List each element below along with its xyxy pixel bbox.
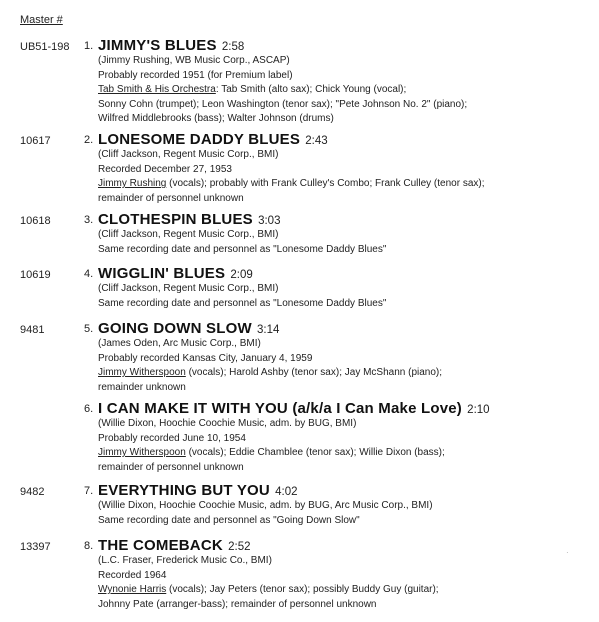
- detail-line: Recorded 1964: [98, 569, 167, 581]
- track-number: 7.: [84, 485, 94, 497]
- track-details: [98, 499, 433, 528]
- track-title: EVERYTHING BUT YOU: [98, 482, 270, 499]
- track-details: [98, 54, 467, 127]
- track-details: [98, 417, 445, 475]
- track-duration: 2:10: [463, 404, 490, 416]
- master-number: 9482: [20, 486, 45, 498]
- detail-line: remainder of personnel unknown: [98, 461, 244, 473]
- detail-line: (Willie Dixon, Hoochie Coochie Music, adm. by BUG, BMI): [98, 418, 357, 429]
- personnel-line: [98, 177, 484, 192]
- master-number: 10618: [20, 215, 51, 227]
- track-title: CLOTHESPIN BLUES: [98, 211, 253, 228]
- detail-line: remainder unknown: [98, 381, 186, 393]
- personnel-line: [98, 366, 442, 381]
- track-title: THE COMEBACK: [98, 537, 223, 554]
- detail-line: (Cliff Jackson, Regent Music Corp., BMI): [98, 283, 279, 294]
- track-details: [98, 282, 386, 311]
- master-number: 10617: [20, 135, 51, 147]
- detail-line: Probably recorded 1951 (for Premium label): [98, 69, 293, 81]
- track-title: JIMMY'S BLUES: [98, 37, 217, 54]
- detail-line: Wilfred Middlebrooks (bass); Walter Johnson (drums): [98, 113, 334, 124]
- artist-name: Jimmy Witherspoon: [98, 367, 186, 378]
- title-line: [98, 37, 244, 55]
- artist-name: Tab Smith & His Orchestra: [98, 84, 216, 95]
- scan-mark: ·: [566, 548, 569, 557]
- personnel-text: (vocals); Harold Ashby (tenor sax); Jay McShann (piano);: [185, 367, 443, 378]
- artist-name: Jimmy Rushing: [98, 178, 167, 189]
- personnel-text: (vocals); Eddie Chamblee (tenor sax); Willie Dixon (bass);: [185, 447, 445, 458]
- detail-line: (Willie Dixon, Hoochie Coochie Music, adm. by BUG, Arc Music Corp., BMI): [98, 500, 433, 511]
- track-duration: 2:58: [218, 41, 245, 53]
- track-duration: 4:02: [271, 486, 298, 498]
- title-line: [98, 482, 298, 500]
- track-number: 1.: [84, 40, 94, 52]
- detail-line: Sonny Cohn (trumpet); Leon Washington (tenor sax); "Pete Johnson No. 2" (piano);: [98, 98, 468, 110]
- track-title: LONESOME DADDY BLUES: [98, 131, 301, 148]
- detail-line: Same recording date and personnel as "Lonesome Daddy Blues": [98, 297, 387, 309]
- master-number: 9481: [20, 324, 45, 336]
- detail-line: (James Oden, Arc Music Corp., BMI): [98, 338, 261, 349]
- track-number: 4.: [84, 268, 94, 280]
- personnel-text: : Tab Smith (alto sax); Chick Young (vocal);: [215, 84, 407, 95]
- detail-line: (L.C. Fraser, Frederick Music Co., BMI): [98, 555, 272, 566]
- detail-line: (Cliff Jackson, Regent Music Corp., BMI): [98, 149, 279, 160]
- track-title: GOING DOWN SLOW: [98, 320, 252, 337]
- track-number: 2.: [84, 134, 94, 146]
- title-line: [98, 400, 490, 418]
- master-number: 13397: [20, 541, 51, 553]
- track-title: WIGGLIN' BLUES: [98, 265, 226, 282]
- detail-line: Probably recorded Kansas City, January 4, 1959: [98, 352, 313, 364]
- title-line: [98, 320, 279, 338]
- track-details: [98, 148, 484, 206]
- detail-line: Probably recorded June 10, 1954: [98, 432, 246, 444]
- detail-line: (Cliff Jackson, Regent Music Corp., BMI): [98, 229, 279, 240]
- track-number: 3.: [84, 214, 94, 226]
- track-details: [98, 228, 386, 257]
- detail-line: (Jimmy Rushing, WB Music Corp., ASCAP): [98, 55, 290, 66]
- title-line: [98, 537, 250, 555]
- detail-line: Johnny Pate (arranger-bass); remainder of personnel unknown: [98, 598, 377, 610]
- personnel-text: (vocals); Jay Peters (tenor sax); possibly Buddy Guy (guitar);: [166, 584, 439, 595]
- artist-name: Wynonie Harris: [98, 584, 167, 595]
- personnel-line: [98, 583, 439, 598]
- track-details: [98, 554, 439, 612]
- track-duration: 2:52: [224, 541, 251, 553]
- artist-name: Jimmy Witherspoon: [98, 447, 186, 458]
- detail-line: Same recording date and personnel as "Going Down Slow": [98, 514, 360, 526]
- track-number: 6.: [84, 403, 94, 415]
- master-number: UB51-198: [20, 41, 70, 53]
- personnel-line: [98, 446, 445, 461]
- master-number-header: Master #: [20, 14, 63, 26]
- title-line: [98, 211, 280, 229]
- personnel-text: (vocals); probably with Frank Culley's Combo; Frank Culley (tenor sax);: [166, 178, 485, 189]
- track-title: I CAN MAKE IT WITH YOU (a/k/a I Can Make Love): [98, 400, 462, 417]
- track-duration: 3:14: [253, 324, 280, 336]
- detail-line: remainder of personnel unknown: [98, 192, 244, 204]
- track-duration: 2:09: [227, 269, 253, 281]
- title-line: [98, 265, 253, 283]
- track-details: [98, 337, 442, 395]
- track-duration: 2:43: [302, 135, 328, 147]
- track-number: 5.: [84, 323, 94, 335]
- detail-line: Same recording date and personnel as "Lonesome Daddy Blues": [98, 243, 387, 255]
- master-number: 10619: [20, 269, 51, 281]
- track-duration: 3:03: [254, 215, 281, 227]
- title-line: [98, 131, 328, 149]
- personnel-line: [98, 83, 467, 98]
- track-number: 8.: [84, 540, 94, 552]
- detail-line: Recorded December 27, 1953: [98, 163, 232, 175]
